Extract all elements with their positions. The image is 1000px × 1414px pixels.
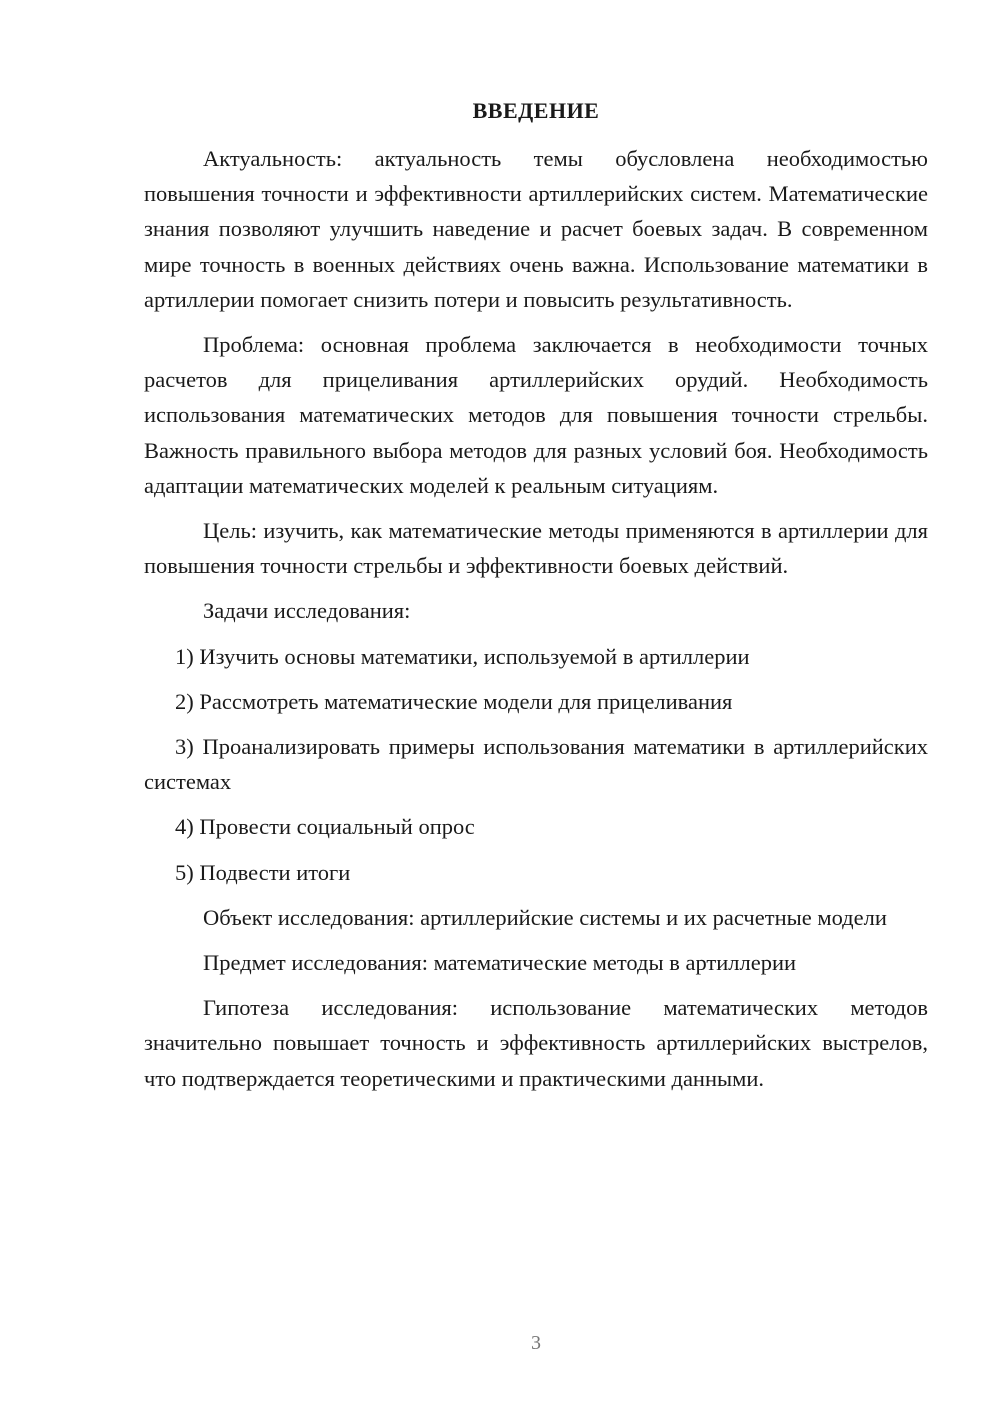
paragraph-goal: Цель: изучить, как математические методы применяются в артиллерии для повышения точности стрельбы и эффективности боевых действий.: [144, 518, 928, 579]
task-item-2: 2) Рассмотреть математические модели для прицеливания: [175, 688, 733, 714]
task-item-3: 3) Проанализировать примеры использования математики в артиллерийских системах: [144, 734, 928, 795]
page-number: 3: [531, 1332, 541, 1354]
tasks-heading: Задачи исследования:: [203, 598, 411, 624]
paragraph-problem: Проблема: основная проблема заключается в необходимости точных расчетов для прицеливания артиллерийских орудий. Необходимость использования математических методов для повышения точности стрельбы. Важность правильного выбора методов для разных условий боя. Необходимость адаптации математических моделей к реальным ситуациям.: [144, 332, 928, 498]
task-item-4: 4) Провести социальный опрос: [175, 814, 475, 840]
task-item-1: 1) Изучить основы математики, используемой в артиллерии: [175, 643, 750, 669]
page-title: ВВЕДЕНИЕ: [472, 98, 600, 123]
paragraph-object: Объект исследования: артиллерийские системы и их расчетные модели: [203, 904, 887, 930]
document-body: [144, 141, 928, 1106]
paragraph-relevance: Актуальность: актуальность темы обусловлена необходимостью повышения точности и эффективности артиллерийских систем. Математические знания позволяют улучшить наведение и расчет боевых задач. В современном мире точность в военных действиях очень важна. Использование математики в артиллерии помогает снизить потери и повысить результативность.: [144, 146, 928, 312]
task-item-5: 5) Подвести итоги: [175, 859, 351, 885]
paragraph-subject: Предмет исследования: математические методы в артиллерии: [203, 950, 797, 976]
document-page: [144, 0, 928, 1414]
paragraph-hypothesis: Гипотеза исследования: использование математических методов значительно повышает точность и эффективность артиллерийских выстрелов, что подтверждается теоретическими и практическими данными.: [144, 995, 928, 1091]
